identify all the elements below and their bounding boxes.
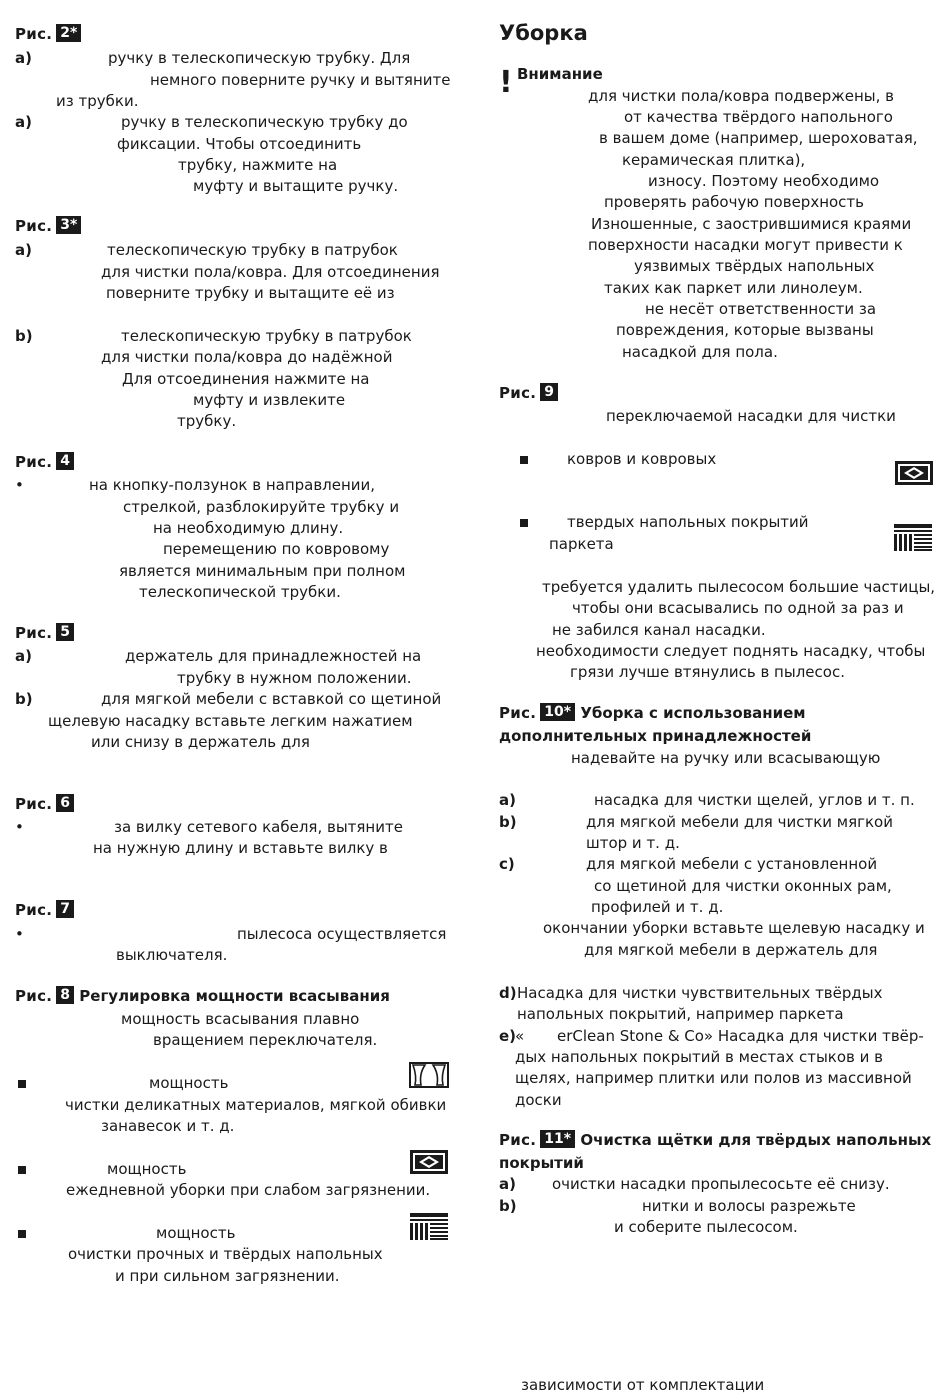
fig-label: Рис. xyxy=(499,384,537,402)
text-line: трубку в нужном положении. xyxy=(177,669,412,687)
text-line: требуется удалить пылесосом большие частицы, xyxy=(542,578,936,596)
text-line: фиксации. Чтобы отсоединить xyxy=(117,135,362,153)
text-line: поверхности насадки могут привести к xyxy=(588,236,903,254)
text-line: выключателя. xyxy=(116,946,228,964)
text-line: не несёт ответственности за xyxy=(645,300,877,318)
list-marker: a) xyxy=(499,791,516,809)
text-line: ежедневной уборки при слабом загрязнении. xyxy=(66,1181,431,1199)
text-line: проверять рабочую поверхность xyxy=(604,193,865,211)
text-line: муфту и вытащите ручку. xyxy=(193,177,399,195)
list-marker: a) xyxy=(15,113,32,131)
text-line: для мягкой мебели в держатель для xyxy=(584,941,878,959)
text-line: в вашем доме (например, шероховатая, xyxy=(599,129,918,147)
text-line: таких как паркет или линолеум. xyxy=(604,279,863,297)
fig-title-line2: покрытий xyxy=(499,1154,584,1172)
text-line: дых напольных покрытий в местах стыков и в xyxy=(515,1048,883,1066)
fig-number-badge: 7 xyxy=(56,900,74,918)
text-line: трубку. xyxy=(177,412,237,430)
text-line: для чистки пола/ковра подвержены, в xyxy=(588,87,895,105)
text-line: необходимости следует поднять насадку, чтобы xyxy=(536,642,926,660)
fig3-header xyxy=(15,216,81,237)
text-line: окончании уборки вставьте щелевую насадку и xyxy=(543,919,925,937)
text-line: перемещению по ковровому xyxy=(163,540,390,558)
curtain-icon xyxy=(409,1062,449,1088)
fig8-header xyxy=(15,986,390,1007)
fig-label: Рис. xyxy=(15,901,53,919)
fig7-header xyxy=(15,900,74,921)
text-line: поверните трубку и вытащите её из xyxy=(106,284,395,302)
square-bullet xyxy=(18,1166,26,1174)
list-marker: b) xyxy=(15,690,33,708)
text-line: Изношенные, с заострившимися краями xyxy=(591,215,912,233)
square-bullet xyxy=(520,519,528,527)
fig-label: Рис. xyxy=(15,453,53,471)
text-line: для мягкой мебели с вставкой со щетиной xyxy=(101,690,442,708)
text-line: очистки прочных и твёрдых напольных xyxy=(68,1245,383,1263)
text-line: на необходимую длину. xyxy=(153,519,344,537)
text-line: паркета xyxy=(549,535,614,553)
text-line: насадкой для пола. xyxy=(622,343,778,361)
text-line: грязи лучше втянулись в пылесос. xyxy=(570,663,845,681)
text-line: доски xyxy=(515,1091,562,1109)
list-marker: b) xyxy=(15,327,33,345)
text-line: переключаемой насадки для чистки xyxy=(606,407,896,425)
fig-number-badge: 10* xyxy=(540,703,575,721)
text-line: занавесок и т. д. xyxy=(101,1117,235,1135)
fig-label: Рис. xyxy=(15,217,53,235)
text-line: « xyxy=(515,1027,525,1045)
text-line: уязвимых твёрдых напольных xyxy=(634,257,875,275)
text-line: за вилку сетевого кабеля, вытяните xyxy=(114,818,403,836)
text-line: износу. Поэтому необходимо xyxy=(648,172,880,190)
section-title: Уборка xyxy=(499,21,588,45)
text-line: ручку в телескопическую трубку до xyxy=(121,113,408,131)
fig5-header xyxy=(15,623,74,644)
carpet-icon xyxy=(410,1150,448,1174)
fig2-header xyxy=(15,24,81,45)
text-line: телескопической трубки. xyxy=(139,583,341,601)
list-marker: d) xyxy=(499,984,517,1002)
fig-title: Регулировка мощности всасывания xyxy=(79,987,390,1005)
text-line: керамическая плитка), xyxy=(622,151,806,169)
text-line: мощность xyxy=(156,1224,236,1242)
text-line: нитки и волосы разрежьте xyxy=(642,1197,856,1215)
warning-icon: ! xyxy=(499,65,513,100)
square-bullet xyxy=(18,1080,26,1088)
text-line: мощность xyxy=(107,1160,187,1178)
list-marker: a) xyxy=(15,647,32,665)
parquet-icon xyxy=(894,524,932,551)
fig-number-badge: 2* xyxy=(56,24,81,42)
fig-label: Рис. xyxy=(15,25,53,43)
text-line: насадка для чистки щелей, углов и т. п. xyxy=(594,791,915,809)
text-line: вращением переключателя. xyxy=(153,1031,378,1049)
text-line: твердых напольных покрытий xyxy=(567,513,809,531)
bullet-marker: • xyxy=(15,818,24,836)
text-line: ковров и ковровых xyxy=(567,450,717,468)
fig-label: Рис. xyxy=(15,795,53,813)
text-line: на нужную длину и вставьте вилку в xyxy=(93,839,388,857)
fig11-header xyxy=(499,1130,931,1151)
fig-label: Рис. xyxy=(15,624,53,642)
list-marker: c) xyxy=(499,855,515,873)
text-line: Для отсоединения нажмите на xyxy=(122,370,370,388)
fig-label: Рис. xyxy=(15,987,53,1005)
square-bullet xyxy=(520,456,528,464)
text-line: муфту и извлеките xyxy=(193,391,346,409)
text-line: или снизу в держатель для xyxy=(91,733,310,751)
square-bullet xyxy=(18,1230,26,1238)
text-line: штор и т. д. xyxy=(586,834,680,852)
fig-number-badge: 6 xyxy=(56,794,74,812)
list-marker: a) xyxy=(15,49,32,67)
text-line: держатель для принадлежностей на xyxy=(125,647,422,665)
fig10-header xyxy=(499,703,806,724)
text-line: Насадка для чистки чувствительных твёрдых xyxy=(517,984,883,1002)
list-marker: a) xyxy=(15,241,32,259)
fig9-header xyxy=(499,383,558,404)
text-line: со щетиной для чистки оконных рам, xyxy=(594,877,892,895)
text-line: стрелкой, разблокируйте трубку и xyxy=(123,498,400,516)
text-line: для чистки пола/ковра до надёжной xyxy=(101,348,393,366)
fig-number-badge: 11* xyxy=(540,1130,575,1148)
fig-label: Рис. xyxy=(499,1131,537,1149)
text-line: повреждения, которые вызваны xyxy=(616,321,874,339)
text-line: телескопическую трубку в патрубок xyxy=(121,327,412,345)
text-line: мощность всасывания плавно xyxy=(121,1010,360,1028)
text-line: пылесоса осуществляется xyxy=(237,925,447,943)
text-line: и соберите пылесосом. xyxy=(614,1218,798,1236)
text-line: для мягкой мебели с установленной xyxy=(586,855,878,873)
carpet-icon xyxy=(895,461,933,485)
text-line: не забился канал насадки. xyxy=(552,621,766,639)
fig-label: Рис. xyxy=(499,704,537,722)
text-line: очистки насадки пропылесосьте её снизу. xyxy=(552,1175,890,1193)
fig-title: Очистка щётки для твёрдых напольных xyxy=(580,1131,932,1149)
text-line: чистки деликатных материалов, мягкой обивки xyxy=(65,1096,447,1114)
text-line: является минимальным при полном xyxy=(119,562,406,580)
fig-number-badge: 5 xyxy=(56,623,74,641)
text-line: щелевую насадку вставьте легким нажатием xyxy=(48,712,413,730)
text-line: для мягкой мебели для чистки мягкой xyxy=(586,813,893,831)
fig6-header xyxy=(15,794,74,815)
text-line: ручку в телескопическую трубку. Для xyxy=(108,49,411,67)
text-line: профилей и т. д. xyxy=(591,898,724,916)
text-line: чтобы они всасывались по одной за раз и xyxy=(572,599,904,617)
text-line: от качества твёрдого напольного xyxy=(624,108,893,126)
list-marker: b) xyxy=(499,1197,517,1215)
fig-number-badge: 3* xyxy=(56,216,81,234)
text-line: надевайте на ручку или всасывающую xyxy=(571,749,881,767)
list-marker: b) xyxy=(499,813,517,831)
text-line: щелях, например плитки или полов из массивной xyxy=(515,1069,912,1087)
list-marker: a) xyxy=(499,1175,516,1193)
warning-heading: Внимание xyxy=(517,65,603,83)
parquet-icon xyxy=(410,1213,448,1240)
fig-title-line2: дополнительных принадлежностей xyxy=(499,727,812,745)
fig-title: Уборка с использованием xyxy=(580,704,806,722)
fig-number-badge: 9 xyxy=(540,383,558,401)
bullet-marker: • xyxy=(15,925,24,943)
fig4-header xyxy=(15,452,74,473)
text-line: для чистки пола/ковра. Для отсоединения xyxy=(101,263,440,281)
bullet-marker: • xyxy=(15,476,24,494)
text-line: мощность xyxy=(149,1074,229,1092)
fig-number-badge: 4 xyxy=(56,452,74,470)
fig-number-badge: 8 xyxy=(56,986,74,1004)
text-line: erClean Stone & Co» Насадка для чистки твёр- xyxy=(557,1027,924,1045)
list-marker: e) xyxy=(499,1027,517,1045)
text-line: немного поверните ручку и вытяните xyxy=(150,71,451,89)
text-line: трубку, нажмите на xyxy=(178,156,338,174)
text-line: и при сильном загрязнении. xyxy=(115,1267,340,1285)
text-line: из трубки. xyxy=(56,92,139,110)
text-line: на кнопку-ползунок в направлении, xyxy=(89,476,376,494)
text-line: напольных покрытий, например паркета xyxy=(517,1005,844,1023)
footnote: зависимости от комплектации xyxy=(521,1376,765,1394)
text-line: телескопическую трубку в патрубок xyxy=(107,241,398,259)
